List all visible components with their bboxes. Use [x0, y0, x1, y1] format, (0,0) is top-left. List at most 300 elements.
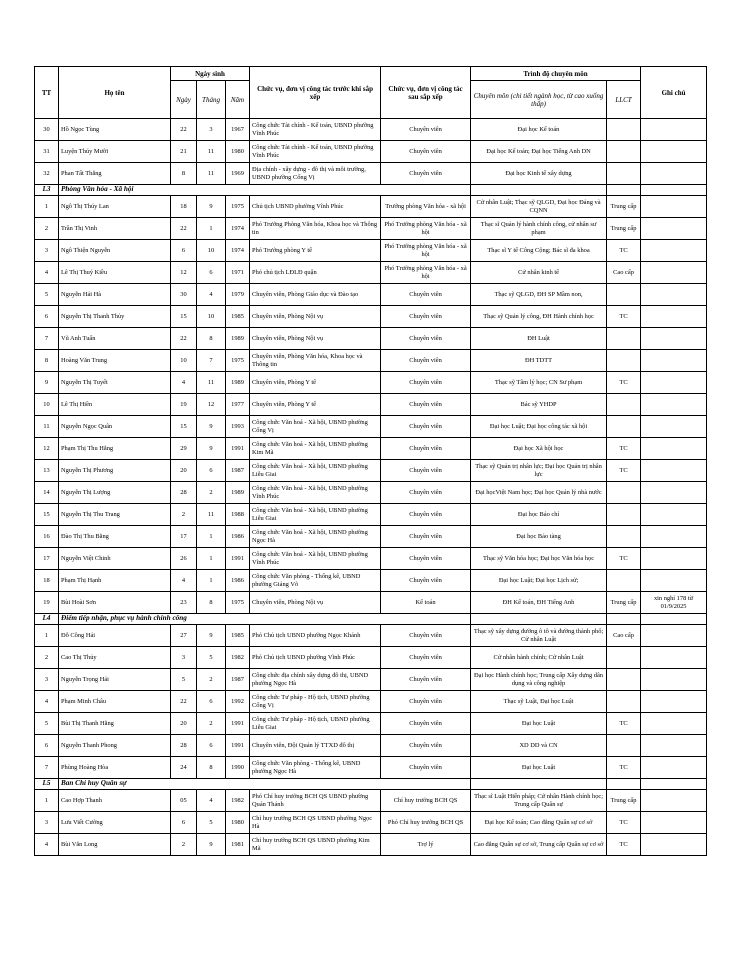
cell-position-after: Chỉ huy trưởng BCH QS [381, 790, 471, 812]
cell-name: Nguyễn Thị Lượng [59, 482, 171, 504]
cell-position-before: Chuyên viên, Phòng Y tế [250, 394, 381, 416]
table-row [35, 625, 707, 647]
cell-tt: 13 [35, 460, 59, 482]
table-row [35, 834, 707, 856]
table-row [35, 394, 707, 416]
table-row [35, 306, 707, 328]
cell-year: 1982 [226, 790, 250, 812]
table-row [35, 460, 707, 482]
cell-position-after: Chuyên viên [381, 460, 471, 482]
cell-month: 8 [197, 757, 226, 779]
cell-name: Nguyễn Việt Chinh [59, 548, 171, 570]
cell-position-after: Chuyên viên [381, 141, 471, 163]
table-row [35, 812, 707, 834]
cell-position-before: Công chức Văn hoá - Xã hội, UBND phường Liễu Giai [250, 460, 381, 482]
cell-name: Nguyễn Trọng Hải [59, 669, 171, 691]
cell-position-after: Chuyên viên [381, 306, 471, 328]
empty-cell [471, 614, 607, 625]
cell-note [641, 526, 707, 548]
cell-name: Ngô Thiện Nguyễn [59, 240, 171, 262]
cell-name: Lê Thị Hiền [59, 394, 171, 416]
cell-llct [607, 141, 641, 163]
cell-day: 10 [171, 350, 197, 372]
cell-name: Bùi Thị Thanh Hằng [59, 713, 171, 735]
cell-tt: 16 [35, 526, 59, 548]
cell-llct [607, 394, 641, 416]
cell-name: Đào Thị Thu Bằng [59, 526, 171, 548]
cell-note [641, 504, 707, 526]
personnel-sheet [34, 66, 706, 856]
empty-cell [641, 779, 707, 790]
cell-month: 4 [197, 284, 226, 306]
cell-specialization: Thạc sỹ Tâm lý học; CN Sư phạm [471, 372, 607, 394]
cell-llct [607, 691, 641, 713]
cell-month: 7 [197, 350, 226, 372]
table-row [35, 438, 707, 460]
cell-year: 1969 [226, 163, 250, 185]
cell-name: Hoàng Văn Trung [59, 350, 171, 372]
table-row [35, 548, 707, 570]
cell-tt: 4 [35, 834, 59, 856]
cell-llct: TC [607, 438, 641, 460]
cell-day: 18 [171, 196, 197, 218]
cell-tt: 2 [35, 647, 59, 669]
cell-llct: TC [607, 548, 641, 570]
cell-llct: TC [607, 460, 641, 482]
cell-day: 24 [171, 757, 197, 779]
cell-name: Nguyễn Ngọc Quân [59, 416, 171, 438]
cell-llct: Trung cấp [607, 196, 641, 218]
cell-year: 1985 [226, 306, 250, 328]
cell-day: 2 [171, 504, 197, 526]
cell-specialization: Đại học Bảo tàng [471, 526, 607, 548]
cell-name: Trần Thị Vinh [59, 218, 171, 240]
cell-name: Hồ Ngọc Tùng [59, 119, 171, 141]
cell-llct: TC [607, 306, 641, 328]
cell-specialization: Thạc sỹ Luật, Đại học Luật [471, 691, 607, 713]
cell-position-before: Chuyên viên, Phòng Nội vụ [250, 328, 381, 350]
cell-name: Cao Hợp Thanh [59, 790, 171, 812]
cell-note [641, 438, 707, 460]
cell-specialization: Cử nhân kinh tế [471, 262, 607, 284]
cell-position-after: Chuyên viên [381, 713, 471, 735]
cell-year: 1989 [226, 372, 250, 394]
cell-llct: TC [607, 240, 641, 262]
cell-llct [607, 350, 641, 372]
cell-llct: TC [607, 372, 641, 394]
table-row [35, 669, 707, 691]
cell-year: 1991 [226, 713, 250, 735]
cell-year: 1986 [226, 570, 250, 592]
table-row [35, 691, 707, 713]
cell-name: Cao Thị Thủy [59, 647, 171, 669]
cell-note [641, 141, 707, 163]
cell-month: 9 [197, 834, 226, 856]
cell-day: 27 [171, 625, 197, 647]
header-chuyen-mon: Chuyên môn (chi tiết ngành học, từ cao xuống thấp) [471, 81, 607, 119]
cell-year: 1982 [226, 647, 250, 669]
cell-position-before: Phó Chủ tịch UBND phường Ngọc Khánh [250, 625, 381, 647]
cell-position-after: Chuyên viên [381, 350, 471, 372]
cell-note [641, 812, 707, 834]
cell-name: Nguyễn Thị Tuyết [59, 372, 171, 394]
header-ghi-chu: Ghi chú [641, 67, 707, 119]
cell-specialization: ĐH TDTT [471, 350, 607, 372]
header-cv-truoc: Chức vụ, đơn vị công tác trước khi sắp xếp [250, 67, 381, 119]
cell-tt: 32 [35, 163, 59, 185]
header-thang: Tháng [197, 81, 226, 119]
cell-note [641, 625, 707, 647]
cell-note [641, 284, 707, 306]
cell-position-after: Chuyên viên [381, 548, 471, 570]
cell-tt: 1 [35, 625, 59, 647]
table-row [35, 328, 707, 350]
table-row [35, 757, 707, 779]
table-row [35, 141, 707, 163]
table-row [35, 790, 707, 812]
cell-position-before: Công chức Văn hoá - Xã hội, UBND phường Vĩnh Phúc [250, 482, 381, 504]
cell-year: 1977 [226, 394, 250, 416]
cell-llct [607, 669, 641, 691]
cell-specialization: Thạc sĩ Quản lý hành chính công, cử nhân sư phạm [471, 218, 607, 240]
cell-position-before: Chuyên viên, Phòng Giáo dục và Đào tạo [250, 284, 381, 306]
cell-note [641, 570, 707, 592]
cell-name: Lưu Viết Cường [59, 812, 171, 834]
cell-year: 1991 [226, 438, 250, 460]
cell-tt: 6 [35, 735, 59, 757]
cell-tt: 3 [35, 812, 59, 834]
cell-note [641, 460, 707, 482]
cell-specialization: Thạc sỹ Quản lý công, ĐH Hành chính học [471, 306, 607, 328]
cell-year: 1967 [226, 119, 250, 141]
cell-llct [607, 416, 641, 438]
cell-year: 1991 [226, 548, 250, 570]
cell-specialization: Thạc sĩ Luật Hiến pháp; Cử nhân Hành chính học; Trung cấp Quân sự [471, 790, 607, 812]
cell-month: 9 [197, 438, 226, 460]
cell-specialization: Thạc sỹ xây dựng đường ô tô và đường thành phố; Cử nhân Luật [471, 625, 607, 647]
table-row [35, 240, 707, 262]
cell-month: 4 [197, 790, 226, 812]
cell-position-before: Công chức Tài chính - Kế toán, UBND phường Vĩnh Phúc [250, 119, 381, 141]
cell-day: 6 [171, 812, 197, 834]
cell-specialization: Đại học Kế toán; Đại học Tiếng Anh DN [471, 141, 607, 163]
cell-llct: TC [607, 713, 641, 735]
section-title: Phòng Văn hóa - Xã hội [59, 185, 471, 196]
cell-year: 1991 [226, 735, 250, 757]
cell-specialization: Đại học Kế toán; Cao đẳng Quân sự cơ sở [471, 812, 607, 834]
cell-tt: 12 [35, 438, 59, 460]
cell-position-before: Công chức Văn hoá - Xã hội, UBND phường Liễu Giai [250, 504, 381, 526]
cell-llct: Trung cấp [607, 790, 641, 812]
cell-name: Ngô Thị Thúy Lan [59, 196, 171, 218]
cell-specialization: Đại học Kế toán [471, 119, 607, 141]
cell-name: Phan Tất Thắng [59, 163, 171, 185]
cell-month: 10 [197, 306, 226, 328]
cell-specialization: ĐH Luật [471, 328, 607, 350]
cell-name: Phạm Thị Thu Hằng [59, 438, 171, 460]
cell-tt: 15 [35, 504, 59, 526]
table-row [35, 163, 707, 185]
cell-tt: 5 [35, 713, 59, 735]
cell-specialization: Cử nhân hành chính; Cử nhân Luật [471, 647, 607, 669]
cell-position-before: Chủ tịch UBND phường Vĩnh Phúc [250, 196, 381, 218]
cell-position-before: Phó Trưởng Phòng Văn hóa, Khoa học và Thông tin [250, 218, 381, 240]
cell-tt: 14 [35, 482, 59, 504]
cell-year: 1990 [226, 757, 250, 779]
cell-position-after: Chuyên viên [381, 119, 471, 141]
section-code: L4 [35, 614, 59, 625]
cell-month: 8 [197, 328, 226, 350]
cell-position-after: Chuyên viên [381, 438, 471, 460]
cell-day: 28 [171, 482, 197, 504]
cell-note [641, 218, 707, 240]
table-body [35, 119, 707, 856]
cell-month: 2 [197, 713, 226, 735]
cell-position-after: Chuyên viên [381, 669, 471, 691]
cell-position-before: Phó Trưởng phòng Y tế [250, 240, 381, 262]
cell-name: Nguyễn Thị Phương [59, 460, 171, 482]
empty-cell [641, 614, 707, 625]
empty-cell [471, 185, 607, 196]
cell-tt: 11 [35, 416, 59, 438]
cell-tt: 3 [35, 669, 59, 691]
cell-llct [607, 328, 641, 350]
cell-note [641, 240, 707, 262]
cell-day: 20 [171, 460, 197, 482]
table-row [35, 218, 707, 240]
cell-llct: Trung cấp [607, 218, 641, 240]
cell-note [641, 713, 707, 735]
cell-position-before: Chuyên viên, Phòng Nội vụ [250, 592, 381, 614]
cell-name: Luyện Thúy Mười [59, 141, 171, 163]
empty-cell [607, 185, 641, 196]
cell-name: Phùng Hoàng Hòa [59, 757, 171, 779]
cell-position-before: Phó Chỉ huy trưởng BCH QS UBND phường Quán Thánh [250, 790, 381, 812]
cell-month: 1 [197, 218, 226, 240]
cell-position-before: Chuyên viên, Phòng Văn hóa, Khoa học và Thông tin [250, 350, 381, 372]
cell-day: 19 [171, 394, 197, 416]
cell-note [641, 262, 707, 284]
cell-month: 1 [197, 548, 226, 570]
cell-specialization: XD DD và CN [471, 735, 607, 757]
cell-tt: 5 [35, 284, 59, 306]
cell-position-after: Chuyên viên [381, 570, 471, 592]
cell-year: 1975 [226, 196, 250, 218]
cell-note [641, 790, 707, 812]
cell-day: 05 [171, 790, 197, 812]
cell-day: 22 [171, 218, 197, 240]
cell-day: 22 [171, 328, 197, 350]
cell-year: 1975 [226, 592, 250, 614]
cell-day: 20 [171, 713, 197, 735]
cell-llct: TC [607, 757, 641, 779]
section-code: L5 [35, 779, 59, 790]
cell-specialization: Đại học Luật; Đại học công tác xã hội [471, 416, 607, 438]
cell-llct: Cao cấp [607, 262, 641, 284]
cell-tt: 8 [35, 350, 59, 372]
cell-day: 21 [171, 141, 197, 163]
cell-specialization: Thạc sỹ Văn hóa học; Đại học Văn hóa học [471, 548, 607, 570]
cell-year: 1988 [226, 504, 250, 526]
cell-specialization: Đại họcViệt Nam học; Đại học Quản lý nhà nước [471, 482, 607, 504]
cell-day: 5 [171, 669, 197, 691]
cell-year: 1989 [226, 328, 250, 350]
cell-name: Nguyễn Thị Thanh Thủy [59, 306, 171, 328]
cell-day: 26 [171, 548, 197, 570]
cell-specialization: Cử nhân Luật; Thạc sỹ QLGD, Đại học Đảng và CQNN [471, 196, 607, 218]
section-row [35, 779, 707, 790]
table-row [35, 526, 707, 548]
cell-name: Bùi Hoài Sơn [59, 592, 171, 614]
empty-cell [471, 779, 607, 790]
cell-day: 22 [171, 119, 197, 141]
cell-name: Nguyễn Hải Hà [59, 284, 171, 306]
cell-year: 1992 [226, 691, 250, 713]
cell-position-before: Phó chủ tịch LĐLĐ quận [250, 262, 381, 284]
cell-day: 22 [171, 691, 197, 713]
cell-llct [607, 163, 641, 185]
cell-specialization: Cao đẳng Quân sự cơ sở, Trung cấp Quân sự cơ sở [471, 834, 607, 856]
cell-month: 5 [197, 647, 226, 669]
cell-position-after: Trợ lý [381, 834, 471, 856]
cell-llct: Trung cấp [607, 592, 641, 614]
cell-tt: 2 [35, 218, 59, 240]
cell-name: Phạm Thị Hạnh [59, 570, 171, 592]
cell-note [641, 834, 707, 856]
cell-position-after: Chuyên viên [381, 372, 471, 394]
cell-position-after: Chuyên viên [381, 691, 471, 713]
cell-note [641, 372, 707, 394]
cell-tt: 6 [35, 306, 59, 328]
cell-note [641, 548, 707, 570]
cell-month: 1 [197, 526, 226, 548]
section-code: L3 [35, 185, 59, 196]
cell-specialization: Thạc sỹ QLGD, ĐH SP Mầm non, [471, 284, 607, 306]
cell-position-before: Công chức Tư pháp - Hộ tịch, UBND phường Cống Vị [250, 691, 381, 713]
cell-llct [607, 647, 641, 669]
cell-position-before: Chuyên viên, Phòng Y tế [250, 372, 381, 394]
cell-year: 1985 [226, 625, 250, 647]
cell-note: xin nghỉ 178 từ 01/9/2025 [641, 592, 707, 614]
cell-name: Phạm Minh Châu [59, 691, 171, 713]
cell-year: 1980 [226, 141, 250, 163]
cell-position-before: Công chức Văn hoá - Xã hội, UBND phường Vĩnh Phúc [250, 548, 381, 570]
header-nam: Năm [226, 81, 250, 119]
section-row [35, 614, 707, 625]
cell-llct [607, 482, 641, 504]
cell-position-before: Công chức Văn phòng - Thống kê, UBND phường Ngọc Hà [250, 757, 381, 779]
table-row [35, 570, 707, 592]
cell-position-after: Chuyên viên [381, 328, 471, 350]
cell-tt: 9 [35, 372, 59, 394]
cell-year: 1974 [226, 240, 250, 262]
cell-position-before: Công chức Tài chính - Kế toán, UBND phường Vĩnh Phúc [250, 141, 381, 163]
cell-llct: Cao cấp [607, 625, 641, 647]
cell-tt: 10 [35, 394, 59, 416]
cell-note [641, 691, 707, 713]
section-title: Điểm tiếp nhận, phục vụ hành chính công [59, 614, 471, 625]
cell-specialization: Đại học Kinh tế xây dựng [471, 163, 607, 185]
cell-month: 9 [197, 196, 226, 218]
table-row [35, 119, 707, 141]
header-tt: TT [35, 67, 59, 119]
table-row [35, 713, 707, 735]
cell-month: 6 [197, 735, 226, 757]
cell-note [641, 394, 707, 416]
personnel-table [34, 66, 707, 856]
cell-position-after: Chuyên viên [381, 284, 471, 306]
cell-day: 29 [171, 438, 197, 460]
cell-specialization: Đại học Hành chính học; Trung cấp Xây dựng dân dụng và công nghiệp [471, 669, 607, 691]
cell-tt: 1 [35, 790, 59, 812]
cell-name: Lê Thị Thuý Kiều [59, 262, 171, 284]
table-row [35, 735, 707, 757]
cell-month: 2 [197, 482, 226, 504]
header-ngay: Ngày [171, 81, 197, 119]
empty-cell [641, 185, 707, 196]
cell-specialization: Thạc sĩ Y tế Công Cộng; Bác sĩ đa khoa [471, 240, 607, 262]
table-row [35, 504, 707, 526]
cell-name: Đỗ Công Hải [59, 625, 171, 647]
cell-tt: 1 [35, 196, 59, 218]
cell-month: 11 [197, 372, 226, 394]
cell-llct: TC [607, 834, 641, 856]
cell-month: 6 [197, 262, 226, 284]
cell-month: 6 [197, 691, 226, 713]
cell-tt: 4 [35, 262, 59, 284]
table-row [35, 647, 707, 669]
cell-position-before: Địa chính - xây dựng - đô thị và môi trường, UBND phường Cống Vị [250, 163, 381, 185]
cell-note [641, 757, 707, 779]
cell-name: Vũ Anh Tuấn [59, 328, 171, 350]
header-ngay-sinh: Ngày sinh [171, 67, 250, 81]
empty-cell [607, 614, 641, 625]
cell-position-before: Công chức Văn hoá - Xã hội, UBND phường Cống Vị [250, 416, 381, 438]
cell-position-after: Chuyên viên [381, 526, 471, 548]
cell-llct: TC [607, 812, 641, 834]
cell-month: 9 [197, 416, 226, 438]
cell-day: 3 [171, 647, 197, 669]
cell-day: 12 [171, 262, 197, 284]
cell-month: 10 [197, 240, 226, 262]
cell-month: 11 [197, 504, 226, 526]
cell-tt: 7 [35, 328, 59, 350]
cell-tt: 18 [35, 570, 59, 592]
table-header [35, 67, 707, 119]
cell-position-after: Trưởng phòng Văn hóa - xã hội [381, 196, 471, 218]
cell-specialization: Đại học Luật [471, 713, 607, 735]
cell-tt: 17 [35, 548, 59, 570]
table-row [35, 350, 707, 372]
cell-month: 3 [197, 119, 226, 141]
cell-tt: 19 [35, 592, 59, 614]
cell-note [641, 416, 707, 438]
cell-position-before: Chỉ huy trưởng BCH QS UBND phường Kim Mã [250, 834, 381, 856]
section-row [35, 185, 707, 196]
cell-specialization: Đại học Luật; Đại học Lịch sử; [471, 570, 607, 592]
cell-year: 1981 [226, 834, 250, 856]
cell-specialization: ĐH Kế toán, ĐH Tiếng Anh [471, 592, 607, 614]
cell-note [641, 669, 707, 691]
cell-position-after: Phó Chỉ huy trưởng BCH QS [381, 812, 471, 834]
cell-llct [607, 284, 641, 306]
cell-position-after: Chuyên viên [381, 757, 471, 779]
cell-tt: 7 [35, 757, 59, 779]
table-row [35, 196, 707, 218]
cell-position-after: Chuyên viên [381, 647, 471, 669]
cell-year: 1989 [226, 482, 250, 504]
cell-year: 1987 [226, 669, 250, 691]
